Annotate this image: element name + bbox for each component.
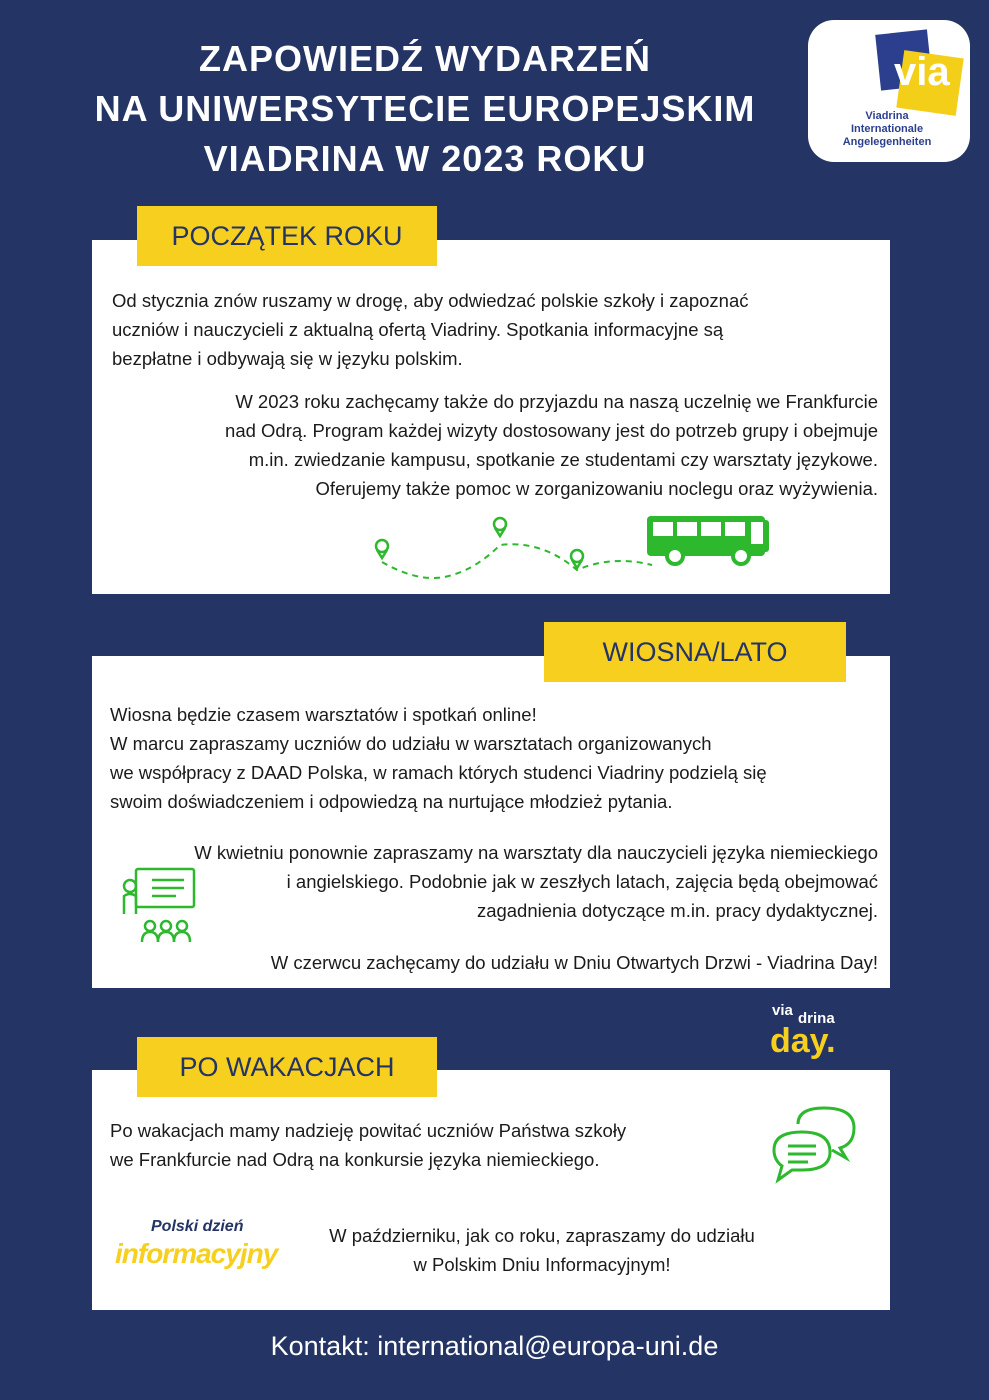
text-line: W marcu zapraszamy uczniów do udziału w warsztatach organizowanych — [110, 733, 712, 754]
section2-paragraph-3: W czerwcu zachęcamy do udziału w Dniu Otwartych Drzwi - Viadrina Day! — [270, 952, 878, 973]
section2-paragraph-1 — [110, 700, 767, 816]
dashed-route — [382, 544, 652, 578]
vd-logo-drina: drina — [798, 1010, 835, 1027]
section2-heading: WIOSNA/LATO — [544, 622, 846, 682]
text-line: Od stycznia znów ruszamy w drogę, aby odwiedzać polskie szkoły i zapoznać — [112, 290, 749, 311]
text-line: uczniów i nauczycieli z aktualną ofertą Viadriny. Spotkania informacyjne są — [112, 319, 724, 340]
text-line: nad Odrą. Program każdej wizyty dostosowany jest do potrzeb grupy i obejmuje — [225, 420, 878, 441]
contact-line[interactable]: Kontakt: international@europa-uni.de — [270, 1331, 719, 1361]
section-spring-summer — [92, 656, 890, 988]
logo-subtitle — [808, 110, 966, 149]
map-pin-icon — [494, 518, 506, 536]
text-line: bezpłatne i odbywają się w języku polskim. — [112, 348, 463, 369]
section3-paragraph-1 — [110, 1116, 626, 1174]
polski-dzien-informacyjny-logo — [115, 1218, 285, 1288]
section3-paragraph-2 — [282, 1221, 802, 1279]
text-line: we Frankfurcie nad Odrą na konkursie języka niemieckiego. — [110, 1149, 600, 1170]
section-start-of-year — [92, 240, 890, 594]
map-pin-icon — [571, 550, 583, 568]
text-line: w Polskim Dniu Informacyjnym! — [413, 1254, 671, 1275]
viadrina-day-logo — [768, 1000, 848, 1064]
page-title — [40, 34, 810, 184]
section1-heading: POCZĄTEK ROKU — [137, 206, 437, 266]
text-line: W październiku, jak co roku, zapraszamy do udziału — [329, 1225, 755, 1246]
logo-line-1: Viadrina — [865, 110, 909, 122]
title-line-2: NA UNIWERSYTECIE EUROPEJSKIM — [94, 88, 756, 129]
text-line: we współpracy z DAAD Polska, w ramach których studenci Viadriny podzielą się — [110, 762, 767, 783]
text-line: W kwietniu ponownie zapraszamy na warsztaty dla nauczycieli języka niemieckiego — [194, 842, 878, 863]
route-illustration — [362, 510, 782, 590]
bus-icon — [647, 516, 769, 564]
section1-paragraph-2 — [225, 387, 878, 503]
chat-bubbles-icon — [768, 1104, 860, 1184]
text-line: i angielskiego. Podobnie jak w zeszłych latach, zajęcia będą obejmować — [286, 871, 878, 892]
teacher-group-icon — [120, 866, 200, 946]
text-line: Po wakacjach mamy nadzieję powitać uczniów Państwa szkoły — [110, 1120, 627, 1141]
pdi-logo-line-2: informacyjny — [115, 1238, 278, 1269]
logo-line-2: Internationale — [850, 123, 924, 135]
text-line: m.in. zwiedzanie kampusu, spotkanie ze studentami czy warsztaty językowe. — [248, 449, 878, 470]
logo-line-3: Angelegenheiten — [842, 136, 932, 148]
text-line: Oferujemy także pomoc w zorganizowaniu noclegu oraz wyżywienia. — [315, 478, 878, 499]
text-line: zagadnienia dotyczące m.in. pracy dydaktycznej. — [476, 900, 878, 921]
logo-mark: via — [894, 50, 950, 94]
text-line: W 2023 roku zachęcamy także do przyjazdu na naszą uczelnię we Frankfurcie — [235, 391, 878, 412]
text-line: Wiosna będzie czasem warsztatów i spotkań online! — [110, 704, 537, 725]
pdi-logo-line-1: Polski dzień — [151, 1218, 244, 1235]
vd-logo-day: day. — [770, 1022, 836, 1060]
title-line-1: ZAPOWIEDŹ WYDARZEŃ — [199, 38, 651, 79]
section3-heading: PO WAKACJACH — [137, 1037, 437, 1097]
text-line: swoim doświadczeniem i odpowiedzą na nurtujące młodzież pytania. — [110, 791, 673, 812]
title-line-3: VIADRINA W 2023 ROKU — [203, 138, 647, 179]
vd-logo-via: via — [772, 1002, 793, 1019]
map-pin-icon — [375, 524, 389, 558]
via-logo — [808, 20, 970, 162]
section1-paragraph-1 — [112, 286, 748, 373]
section2-paragraph-2 — [194, 838, 878, 925]
